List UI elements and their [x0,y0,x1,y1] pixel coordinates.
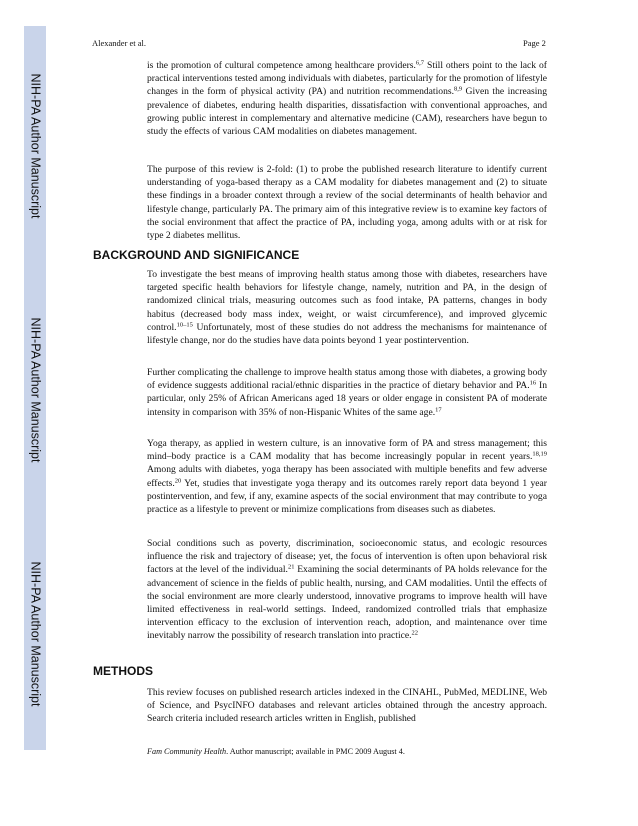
side-label-1: NIH-PA Author Manuscript [28,73,42,219]
side-label-2: NIH-PA Author Manuscript [28,317,42,463]
nih-side-banner [24,26,46,750]
running-header-author: Alexander et al. [92,38,147,48]
intro-paragraph-1: is the promotion of cultural competence among healthcare providers.$^{6,7}$ Still others point to the lack of practical interventions tested among individuals with diabetes, particularly for the promotion of lifestyle changes in the form of physical activity (PA) and nutrition recommendations.$^{8,9}$ Given the increasing prevalence of diabetes, enduring health disparities, dissatisfaction with conventional approaches, and growing public interest in complementary and alternative medicine (CAM), researchers have begun to study the effects of various CAM modalities on diabetes management. [147,59,547,138]
section-heading-methods: METHODS [93,664,153,678]
background-paragraph-3: Yoga therapy, as applied in western culture, is an innovative form of PA and stress management; this mind–body practice is a CAM modality that has become increasingly popular in recent years.$^{18,19}$ Among adults with diabetes, yoga therapy has been associated with multiple benefits and few adverse effects.$^{20}$ Yet, studies that investigate yoga therapy and its outcomes rarely report data beyond 1 year postintervention, and few, if any, examine aspects of the social environment that may contribute to yoga practice as a lifestyle to prevent or minimize complications from diseases such as diabetes. [147,438,547,516]
side-label-3: NIH-PA Author Manuscript [28,561,42,707]
footer-citation: Fam Community Health. Author manuscript; available in PMC 2009 August 4. [147,747,405,756]
section-heading-background: BACKGROUND AND SIGNIFICANCE [93,248,300,262]
background-paragraph-1: To investigate the best means of improving health status among those with diabetes, researchers have targeted specific health behaviors for lifestyle change, namely, nutrition and PA, in the design of randomized clinical trials, measuring outcomes such as food intake, PA patterns, changes in body habitus (decreased body mass index, weight, or waist circumference), and improved glycemic control.$^{10-15}$ Unfortunately, most of these studies do not address the mechanisms for maintenance of lifestyle change, nor do the studies have data points beyond 1 year postintervention. [147,269,547,347]
background-paragraph-2: Further complicating the challenge to improve health status among those with diabetes, a growing body of evidence suggests additional racial/ethnic disparities in the practice of dietary behavior and PA.$^{16}$ In particular, only 25% of African Americans aged 18 years or older engage in consistent PA of moderate intensity in comparison with 35% of non-Hispanic Whites of the same age.$^{17}$ [147,367,548,418]
intro-paragraph-2: The purpose of this review is 2-fold: (1) to probe the published research literature to identify current understanding of yoga-based therapy as a CAM modality for diabetes management and (2) to situate these findings in a broader context through a review of the social determinants of health behavior and lifestyle change, particularly PA. The primary aim of this integrative review is to examine key factors of the social environment that affect the practice of PA, including yoga, among adults with or at risk for type 2 diabetes mellitus. [147,164,547,242]
methods-paragraph-1: This review focuses on published research articles indexed in the CINAHL, PubMed, MEDLINE, Web of Science, and PsycINFO databases and relevant articles obtained through the ancestry approach. Search criteria included research articles written in English, published [147,687,547,725]
page-number: Page 2 [523,38,546,48]
background-paragraph-4: Social conditions such as poverty, discrimination, socioeconomic status, and ecologic resources influence the risk and trajectory of disease; yet, the focus of intervention is often upon behavioral risk factors at the level of the individual.$^{21}$ Examining the social determinants of PA holds relevance for the advancement of science in the fields of public health, nursing, and CAM modalities. Until the effects of the social environment are more clearly understood, innovative programs to improve health will have limited effectiveness in real-world settings. Indeed, randomized controlled trials that emphasize intervention efficacy to the exclusion of intervention reach, adoption, and maintenance over time inevitably narrow the possibility of research translation into practice.$^{22}$ [147,538,548,642]
